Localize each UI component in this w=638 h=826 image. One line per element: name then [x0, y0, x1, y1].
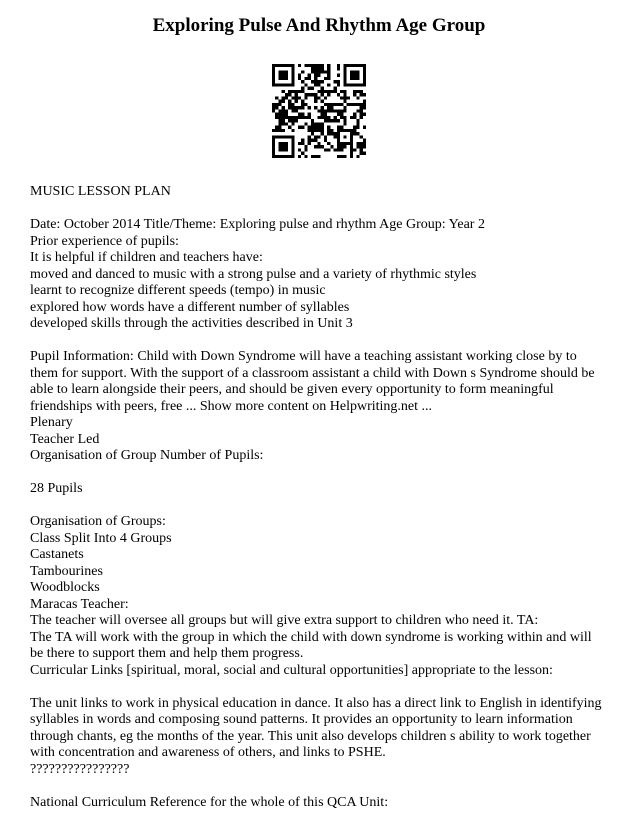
body-text-line: through chants, eg the months of the year. This unit also develops children s ability to work together: [30, 728, 591, 744]
body-text-line: friendships with peers, free ... Show more content on Helpwriting.net ...: [30, 398, 433, 414]
body-text-line: explored how words have a different number of syllables: [30, 299, 350, 315]
body-text-line: The unit links to work in physical education in dance. It also has a direct link to English in identifying: [30, 695, 602, 711]
body-text-line: Plenary: [30, 415, 73, 430]
body-text-line: them for support. With the support of a classroom assistant a child with Down s Syndrome should be: [30, 365, 595, 381]
body-text-line: National Curriculum Reference for the whole of this QCA Unit:: [30, 794, 389, 810]
blank-line: [30, 778, 614, 795]
body-text-line: Organisation of Groups:: [30, 514, 166, 529]
body-text-line: Class Split Into 4 Groups: [30, 530, 172, 546]
body-text-line: Tambourines: [30, 563, 103, 579]
blank-line: [30, 465, 614, 482]
body-text-line: ????????????????: [30, 761, 130, 777]
body-text-line: Maracas Teacher:: [30, 596, 129, 612]
body-text-line: The teacher will oversee all groups but will give extra support to children who need it. TA:: [30, 613, 539, 628]
body-text-line: Date: October 2014 Title/Theme: Exploring pulse and rhythm Age Group: Year 2: [30, 217, 485, 232]
body-text-line: developed skills through the activities described in Unit 3: [30, 316, 353, 331]
body-text-line: MUSIC LESSON PLAN: [30, 184, 171, 199]
body-text-line: Pupil Information: Child with Down Syndrome will have a teaching assistant working close by to: [30, 349, 577, 364]
body-text-line: 28 Pupils: [30, 481, 83, 496]
body-text-line: Organisation of Group Number of Pupils:: [30, 448, 264, 463]
document-title: Exploring Pulse And Rhythm Age Group: [152, 15, 486, 36]
body-text-line: moved and danced to music with a strong pulse and a variety of rhythmic styles: [30, 266, 477, 282]
body-text-line: Teacher Led: [30, 431, 100, 447]
body-text-line: learnt to recognize different speeds (tempo) in music: [30, 283, 326, 298]
body-text-line: Castanets: [30, 547, 84, 562]
body-text-line: syllables in words and composing sound patterns. It provides an opportunity to learn information: [30, 712, 573, 727]
body-text-line: The TA will work with the group in which the child with down syndrome is working within and will: [30, 629, 592, 645]
document-body: [30, 184, 614, 811]
blank-line: [30, 333, 614, 350]
qr-code: [272, 64, 366, 158]
body-text-line: Prior experience of pupils:: [30, 233, 179, 249]
body-text-line: Curricular Links [spiritual, moral, social and cultural opportunities] appropriate to the lesson:: [30, 662, 553, 678]
blank-line: [30, 498, 614, 515]
blank-line: [30, 201, 614, 218]
blank-line: [30, 679, 614, 696]
body-text-line: Woodblocks: [30, 580, 100, 595]
body-text-line: able to learn alongside their peers, and should be given every opportunity to form meaningful: [30, 382, 554, 397]
body-text-line: with concentration and awareness of others, and links to PSHE.: [30, 745, 386, 760]
body-text-line: be there to support them and help them progress.: [30, 646, 304, 661]
body-text-line: It is helpful if children and teachers have:: [30, 250, 263, 265]
